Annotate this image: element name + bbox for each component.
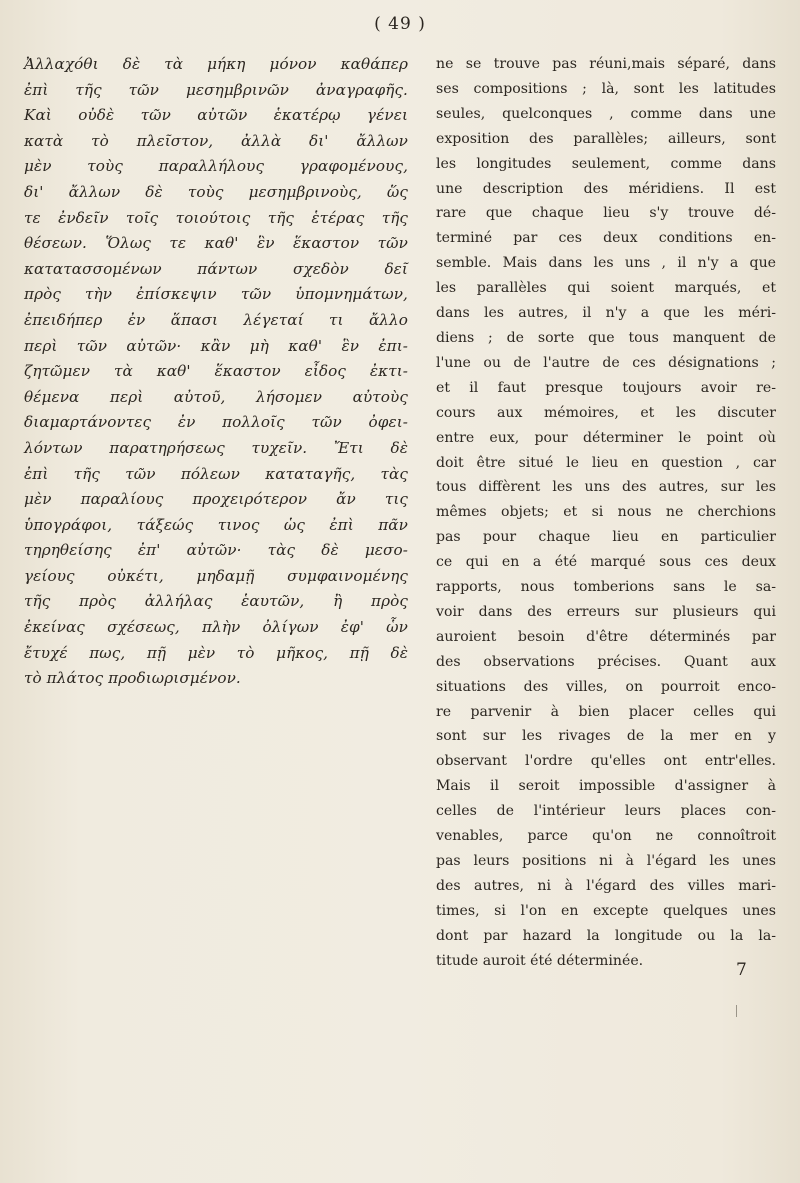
greek-column-line: περὶ τῶν αὐτῶν· κἂν μὴ καθ' ἓν ἐπι- bbox=[24, 336, 408, 355]
french-column-line: ses compositions ; là, sont les latitudes bbox=[436, 80, 776, 97]
french-column-line: pas leurs positions ni à l'égard les unes bbox=[436, 853, 776, 869]
french-column-line: seules, quelconques , comme dans une bbox=[436, 105, 776, 122]
french-text-column bbox=[436, 52, 776, 974]
french-column-line: entre eux, pour déterminer le point où bbox=[436, 429, 776, 446]
french-column-line: situations des villes, on pourroit enco- bbox=[436, 678, 776, 695]
greek-column-line: δι' ἄλλων δὲ τοὺς μεσημβρινοὺς, ὥς bbox=[24, 182, 408, 201]
french-column-line: titude auroit été déterminée. bbox=[436, 952, 644, 969]
french-column-line: l'une ou de l'autre de ces désignations ; bbox=[436, 354, 776, 371]
french-column-line: auroient besoin d'être déterminés par bbox=[436, 628, 776, 645]
greek-column-line: ἐπὶ τῆς τῶν πόλεων καταταγῆς, τὰς bbox=[24, 464, 408, 483]
french-column-line: une description des méridiens. Il est bbox=[436, 180, 776, 197]
french-column-line: terminé par ces deux conditions en- bbox=[436, 230, 776, 247]
greek-column-line: τε ἐνδεῖν τοῖς τοιούτοις τῆς ἑτέρας τῆς bbox=[24, 208, 408, 227]
french-column-line: voir dans des erreurs sur plusieurs qui bbox=[436, 603, 776, 620]
greek-column-line: ἐκείνας σχέσεως, πλὴν ὀλίγων ἐφ' ὧν bbox=[24, 618, 408, 637]
greek-column-line: ἐπειδήπερ ἐν ἅπασι λέγεταί τι ἄλλο bbox=[24, 310, 408, 329]
french-column-line: les parallèles qui soient marqués, et bbox=[436, 280, 776, 297]
french-column-line: sont sur les rivages de la mer en y bbox=[436, 728, 776, 745]
greek-column-line: θέσεων. Ὅλως τε καθ' ἓν ἕκαστον τῶν bbox=[24, 234, 408, 253]
greek-column-line: τὸ πλάτος προδιωρισμένον. bbox=[24, 669, 241, 688]
greek-column-line: τῆς πρὸς ἀλλήλας ἑαυτῶν, ἢ πρὸς bbox=[24, 592, 408, 611]
french-column-line: des observations précises. Quant aux bbox=[436, 653, 776, 670]
french-column-line: times, si l'on en excepte quelques unes bbox=[436, 902, 776, 919]
margin-tick bbox=[736, 1005, 737, 1017]
french-column-line: semble. Mais dans les uns , il n'y a que bbox=[436, 255, 776, 272]
french-column-line: les longitudes seulement, comme dans bbox=[436, 155, 776, 172]
french-column-line: venables, parce qu'on ne connoîtroit bbox=[436, 828, 776, 845]
greek-column-line: ζητῶμεν τὰ καθ' ἕκαστον εἶδος ἐκτι- bbox=[24, 362, 408, 381]
french-column-line: diens ; de sorte que tous manquent de bbox=[436, 329, 776, 346]
greek-column-line: γείους οὐκέτι, μηδαμῇ συμφαινομένης bbox=[24, 566, 408, 585]
greek-column-line: πρὸς τὴν ἐπίσκεψιν τῶν ὑπομνημάτων, bbox=[24, 285, 408, 304]
french-column-line: rare que chaque lieu s'y trouve dé- bbox=[436, 205, 776, 222]
french-column-line: observant l'ordre qu'elles ont entr'elles. bbox=[436, 753, 776, 770]
french-column-line: pas pour chaque lieu en particulier bbox=[436, 529, 776, 546]
greek-column-line: θέμενα περὶ αὐτοῦ, λήσομεν αὐτοὺς bbox=[24, 387, 408, 406]
greek-column-line: ὑπογράφοι, τάξεώς τινος ὡς ἐπὶ πᾶν bbox=[24, 515, 408, 534]
french-column-line: des autres, ni à l'égard des villes mari- bbox=[436, 877, 776, 894]
greek-column-line: μὲν τοὺς παραλλήλους γραφομένους, bbox=[24, 157, 408, 176]
greek-column-line: Ἀλλαχόθι δὲ τὰ μήκη μόνον καθάπερ bbox=[24, 55, 408, 73]
french-column-line: cours aux mémoires, et les discuter bbox=[436, 404, 776, 421]
french-column-line: re parvenir à bien placer celles qui bbox=[436, 703, 776, 720]
french-column-line: tous diffèrent les uns des autres, sur les bbox=[436, 479, 776, 496]
french-column-line: doit être situé le lieu en question , car bbox=[436, 454, 776, 471]
french-column-line: ne se trouve pas réuni,mais séparé, dans bbox=[436, 56, 776, 72]
french-column-line: ce qui en a été marqué sous ces deux bbox=[436, 554, 776, 571]
greek-column-line: μὲν παραλίους προχειρότερον ἄν τις bbox=[24, 490, 408, 509]
greek-column-line: κατατασσομένων πάντων σχεδὸν δεῖ bbox=[24, 259, 408, 278]
french-column-line: dont par hazard la longitude ou la la- bbox=[436, 927, 776, 944]
french-column-line: dans les autres, il n'y a que les méri- bbox=[436, 305, 776, 322]
greek-column-line: ἐπὶ τῆς τῶν μεσημβρινῶν ἀναγραφῆς. bbox=[24, 80, 408, 99]
page-number: ( 49 ) bbox=[374, 14, 426, 34]
greek-column-line: διαμαρτάνοντες ἐν πολλοῖς τῶν ὀφει- bbox=[24, 413, 408, 432]
french-column-line: mêmes objets; et si nous ne cherchions bbox=[436, 504, 776, 521]
french-column-line: exposition des parallèles; ailleurs, sont bbox=[436, 130, 776, 147]
greek-column-line: κατὰ τὸ πλεῖστον, ἀλλὰ δι' ἄλλων bbox=[24, 131, 408, 150]
french-column-line: Mais il seroit impossible d'assigner à bbox=[436, 778, 776, 795]
greek-column-line: τηρηθείσης ἐπ' αὐτῶν· τὰς δὲ μεσο- bbox=[24, 541, 408, 560]
signature-mark: 7 bbox=[736, 960, 747, 980]
greek-column-line: Καὶ οὐδὲ τῶν αὐτῶν ἑκατέρῳ γένει bbox=[24, 106, 408, 125]
french-column-line: et il faut presque toujours avoir re- bbox=[436, 379, 776, 396]
greek-column-line: λόντων παρατηρήσεως τυχεῖν. Ἔτι δὲ bbox=[24, 438, 408, 457]
french-column-line: celles de l'intérieur leurs places con- bbox=[436, 803, 776, 820]
french-column-line: rapports, nous tomberions sans le sa- bbox=[436, 579, 776, 596]
greek-column-line: ἔτυχέ πως, πῇ μὲν τὸ μῆκος, πῇ δὲ bbox=[24, 643, 408, 662]
greek-text-column bbox=[24, 52, 408, 692]
